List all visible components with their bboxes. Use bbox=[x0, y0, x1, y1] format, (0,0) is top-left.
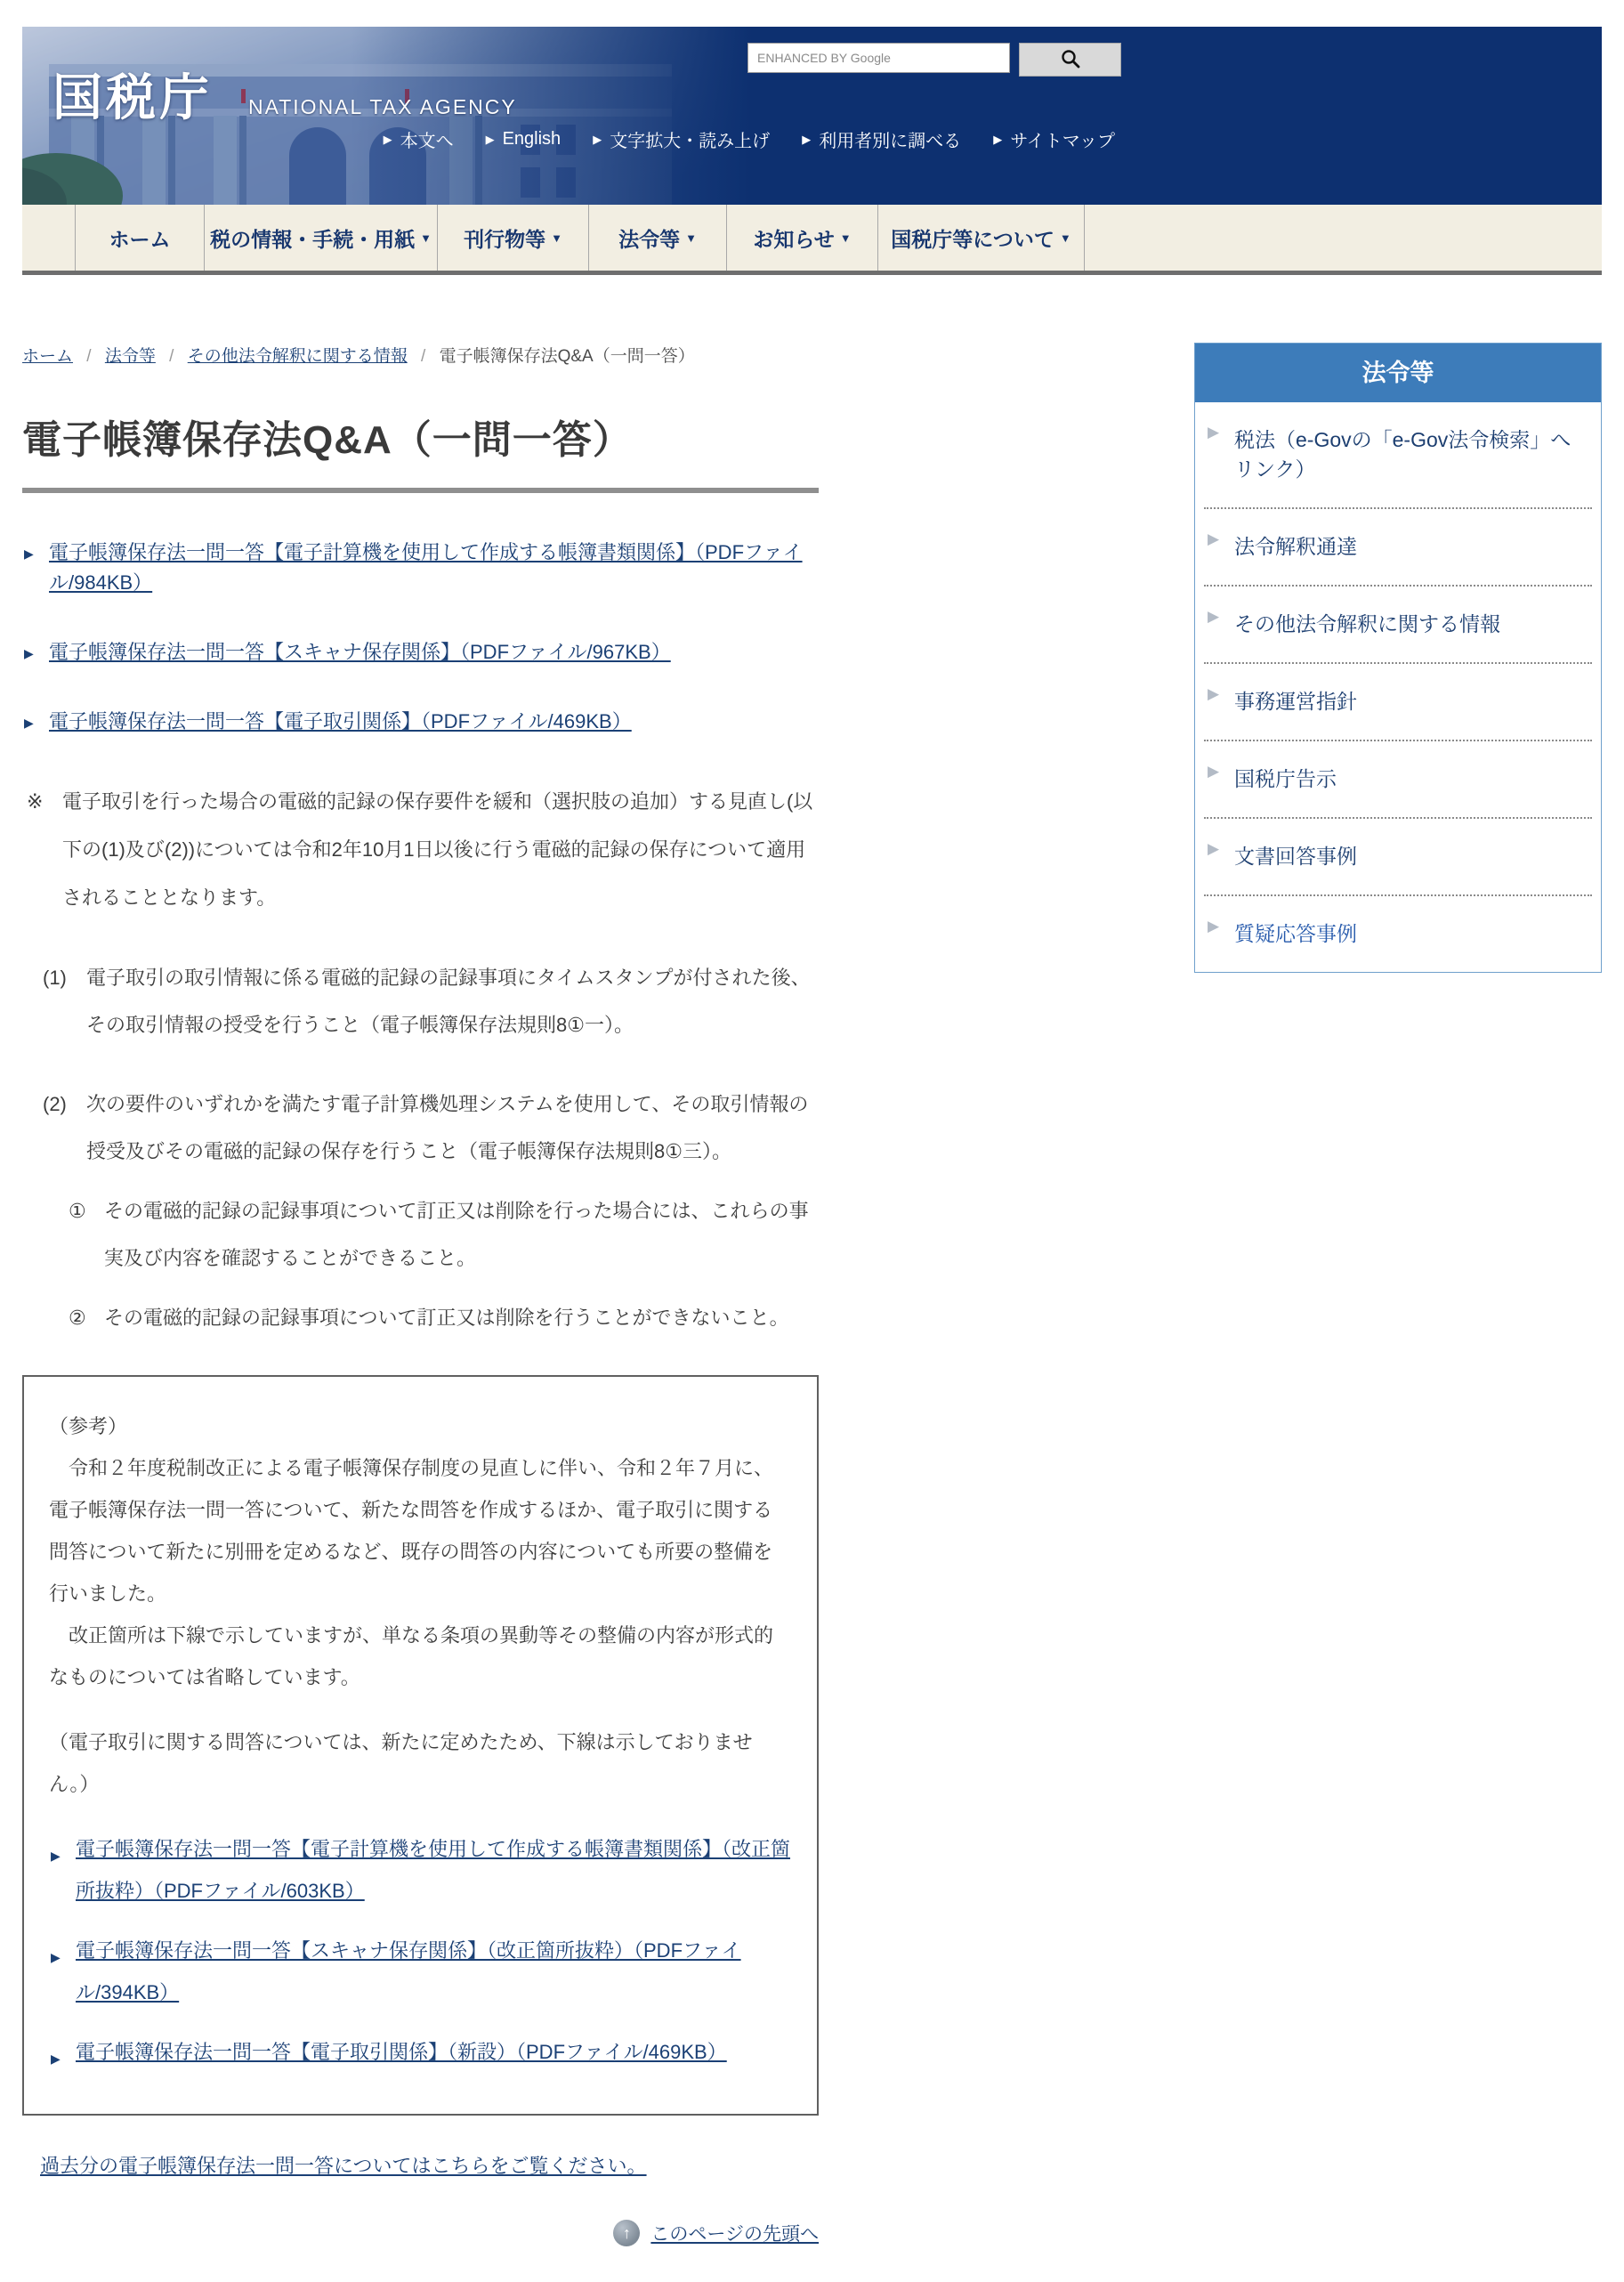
sidebar-item-qa-cases[interactable] bbox=[1204, 896, 1592, 972]
chevron-down-icon: ▼ bbox=[1059, 231, 1071, 245]
reference-paragraph: （電子取引に関する問答については、新たに定めたため、下線は示しておりません。） bbox=[49, 1731, 753, 1795]
content-area bbox=[22, 275, 1602, 2246]
item-text: その電磁的記録の記録事項について訂正又は削除を行った場合には、これらの事実及び内容を確認することができること。 bbox=[104, 1200, 809, 1269]
sidebar-item-label[interactable]: 税法（e-Govの「e-Gov法令検索」へリンク） bbox=[1234, 428, 1571, 481]
nav-item-news[interactable] bbox=[727, 205, 878, 271]
pdf-link-books-documents[interactable]: 電子帳簿保存法一問一答【電子計算機を使用して作成する帳簿書類関係】（PDFファイル/984KB） bbox=[49, 541, 803, 594]
item-text: 次の要件のいずれかを満たす電子計算機処理システムを使用して、その取引情報の授受及びその電磁的記録の保存を行うこと（電子帳簿保存法規則8①三）。 bbox=[86, 1093, 809, 1162]
sidebar-item-written-reply-cases[interactable] bbox=[1204, 819, 1592, 896]
nav-filler bbox=[1085, 205, 1602, 271]
nav-item-tax-info[interactable] bbox=[205, 205, 438, 271]
utility-item-main-content[interactable] bbox=[384, 126, 454, 152]
breadcrumb-link-other-law-info[interactable]: その他法令解釈に関する情報 bbox=[187, 347, 408, 366]
arrow-right-icon: ▶ bbox=[1208, 840, 1220, 857]
arrow-right-icon: ▶ bbox=[802, 132, 812, 146]
list-item bbox=[49, 1828, 790, 1912]
sidebar-item-label[interactable]: 事務運営指針 bbox=[1234, 690, 1357, 713]
arrow-right-icon: ▶ bbox=[1208, 763, 1220, 780]
reference-box bbox=[22, 1375, 819, 2116]
page-title: 電子帳簿保存法Q&A（一問一答） bbox=[22, 418, 633, 462]
sidebar-item-administrative-guidelines[interactable] bbox=[1204, 664, 1592, 741]
nav-item-label: 税の情報・手続・用紙 bbox=[210, 227, 416, 251]
item-number: ② bbox=[69, 1307, 86, 1329]
search-input[interactable] bbox=[747, 43, 1010, 73]
sidebar-item-label[interactable]: 質疑応答事例 bbox=[1234, 922, 1357, 945]
arrow-right-icon: ▶ bbox=[383, 132, 392, 146]
title-divider bbox=[22, 488, 819, 493]
sidebar-laws bbox=[1194, 343, 1602, 973]
utility-link[interactable]: 利用者別に調べる bbox=[819, 132, 962, 151]
site-logo-en: NATIONAL TAX AGENCY bbox=[248, 95, 517, 118]
circled-item-2 bbox=[22, 1294, 819, 1341]
arrow-right-icon: ▶ bbox=[24, 646, 34, 660]
sidebar-item-label[interactable]: 法令解釈通達 bbox=[1234, 535, 1357, 558]
item-text: 電子取引の取引情報に係る電磁的記録の記録事項にタイムスタンプが付された後、その取引情報の授受を行うこと（電子帳簿保存法規則8①一）。 bbox=[86, 967, 811, 1036]
numbered-item-1 bbox=[22, 954, 819, 1048]
site-header bbox=[22, 27, 1602, 205]
past-qa-link[interactable]: 過去分の電子帳簿保存法一問一答についてはこちらをご覧ください。 bbox=[40, 2155, 647, 2177]
pdf-link-books-documents-excerpt[interactable]: 電子帳簿保存法一問一答【電子計算機を使用して作成する帳簿書類関係】（改正箇所抜粋）（PDFファイル/603KB） bbox=[76, 1838, 791, 1902]
utility-link[interactable]: English bbox=[502, 129, 562, 149]
sidebar-item-law-interpretation-notices[interactable] bbox=[1204, 509, 1592, 587]
arrow-right-icon: ▶ bbox=[1208, 918, 1220, 935]
main-column bbox=[22, 343, 819, 2246]
arrow-right-icon: ▶ bbox=[485, 132, 495, 146]
sidebar-title: 法令等 bbox=[1195, 344, 1601, 402]
chevron-down-icon: ▼ bbox=[420, 231, 432, 245]
arrow-right-icon: ▶ bbox=[1208, 424, 1220, 441]
breadcrumb-link-laws[interactable]: 法令等 bbox=[104, 347, 156, 366]
global-nav bbox=[22, 205, 1602, 275]
pdf-link-electronic-transactions[interactable]: 電子帳簿保存法一問一答【電子取引関係】（PDFファイル/469KB） bbox=[49, 710, 632, 732]
breadcrumb-separator: / bbox=[421, 347, 426, 366]
list-item bbox=[22, 707, 819, 737]
arrow-right-icon: ▶ bbox=[51, 1849, 61, 1863]
arrow-right-icon: ▶ bbox=[24, 716, 34, 730]
chevron-down-icon: ▼ bbox=[685, 231, 697, 245]
note-text: 電子取引を行った場合の電磁的記録の保存要件を緩和（選択肢の追加）する見直し(以下の(1)及び(2))については令和2年10月1日以後に行う電磁的記録の保存について適用されることとなります。 bbox=[62, 790, 813, 909]
arrow-right-icon: ▶ bbox=[993, 132, 1003, 146]
utility-item-by-user[interactable] bbox=[802, 126, 961, 152]
utility-nav bbox=[22, 126, 1115, 152]
arrow-right-icon: ▶ bbox=[1208, 530, 1220, 547]
nav-item-label: 法令等 bbox=[618, 227, 681, 251]
list-item bbox=[22, 637, 819, 668]
up-arrow-icon[interactable]: ↑ bbox=[613, 2220, 640, 2246]
pdf-link-electronic-transactions-new[interactable]: 電子帳簿保存法一問一答【電子取引関係】（新設）（PDFファイル/469KB） bbox=[76, 2041, 727, 2063]
past-qa-paragraph bbox=[40, 2151, 819, 2179]
utility-item-text-size[interactable] bbox=[593, 126, 770, 152]
utility-link[interactable]: 本文へ bbox=[400, 132, 454, 151]
utility-link[interactable]: サイトマップ bbox=[1010, 132, 1115, 151]
item-text: その電磁的記録の記録事項について訂正又は削除を行うことができないこと。 bbox=[104, 1307, 789, 1329]
numbered-item-2 bbox=[22, 1080, 819, 1175]
sidebar-item-label[interactable]: 文書回答事例 bbox=[1234, 845, 1357, 868]
list-item bbox=[49, 2031, 790, 2073]
breadcrumb-link-home[interactable]: ホーム bbox=[22, 347, 74, 366]
breadcrumb-separator: / bbox=[169, 347, 174, 366]
chevron-down-icon: ▼ bbox=[551, 231, 562, 245]
breadcrumb-current: 電子帳簿保存法Q&A（一問一答） bbox=[439, 347, 695, 366]
sidebar-item-other-law-info[interactable] bbox=[1204, 587, 1592, 664]
nav-spacer bbox=[22, 205, 76, 271]
arrow-right-icon: ▶ bbox=[24, 546, 34, 561]
reference-paragraph: 令和２年度税制改正による電子帳簿保存制度の見直しに伴い、令和２年７月に、電子帳簿保存法一問一答について、新たな問答を作成するほか、電子取引に関する問答について新たに別冊を定めるなど、既存の問答の内容についても所要の整備を行いました。 bbox=[49, 1457, 774, 1605]
utility-link[interactable]: 文字拡大・読み上げ bbox=[610, 132, 771, 151]
search-icon bbox=[1060, 48, 1081, 72]
pdf-link-scanner-excerpt[interactable]: 電子帳簿保存法一問一答【スキャナ保存関係】（改正箇所抜粋）（PDFファイル/394KB） bbox=[76, 1939, 741, 2003]
site-brand bbox=[53, 59, 517, 130]
item-number: (2) bbox=[43, 1093, 67, 1115]
back-to-top bbox=[22, 2220, 819, 2246]
breadcrumb-separator: / bbox=[86, 347, 92, 366]
sidebar-item-tax-law[interactable] bbox=[1204, 402, 1592, 509]
arrow-right-icon: ▶ bbox=[1208, 608, 1220, 625]
nav-item-label: ホーム bbox=[109, 227, 171, 251]
arrow-right-icon: ▶ bbox=[593, 132, 602, 146]
chevron-down-icon: ▼ bbox=[839, 231, 852, 245]
pdf-link-list bbox=[22, 538, 819, 737]
reference-title: （参考） bbox=[49, 1415, 128, 1437]
back-to-top-link[interactable]: このページの先頭へ bbox=[650, 2224, 819, 2245]
sidebar-menu bbox=[1195, 402, 1601, 972]
nav-item-home[interactable] bbox=[76, 205, 205, 271]
nav-item-label: お知らせ bbox=[753, 227, 835, 251]
breadcrumb bbox=[22, 343, 819, 367]
utility-item-sitemap[interactable] bbox=[993, 126, 1115, 152]
item-number: ① bbox=[69, 1200, 86, 1222]
utility-item-english[interactable] bbox=[486, 126, 562, 152]
reference-pdf-link-list bbox=[49, 1828, 790, 2073]
arrow-right-icon: ▶ bbox=[51, 2051, 61, 2066]
list-item bbox=[22, 538, 819, 598]
search-button[interactable] bbox=[1019, 43, 1121, 77]
reference-paragraph: 改正箇所は下線で示していますが、単なる条項の異動等その整備の内容が形式的なものについては省略しています。 bbox=[49, 1624, 774, 1688]
arrow-right-icon: ▶ bbox=[1208, 685, 1220, 702]
site-search bbox=[747, 43, 1121, 77]
nav-item-label: 国税庁等について bbox=[891, 227, 1054, 251]
nav-item-publications[interactable] bbox=[438, 205, 589, 271]
item-number: (1) bbox=[43, 967, 67, 989]
nav-item-label: 刊行物等 bbox=[464, 227, 546, 251]
nav-item-about-nta[interactable] bbox=[878, 205, 1085, 271]
sidebar-item-label[interactable]: その他法令解釈に関する情報 bbox=[1234, 612, 1500, 635]
sidebar-item-label[interactable]: 国税庁告示 bbox=[1234, 767, 1337, 790]
list-item bbox=[49, 1930, 790, 2013]
note-paragraph bbox=[22, 778, 819, 922]
sidebar-item-nta-notifications[interactable] bbox=[1204, 741, 1592, 819]
note-marker: ※ bbox=[27, 790, 44, 813]
nav-item-laws[interactable] bbox=[589, 205, 727, 271]
site-logo[interactable]: 国税庁 bbox=[53, 69, 213, 125]
circled-item-1 bbox=[22, 1187, 819, 1282]
arrow-right-icon: ▶ bbox=[51, 1950, 61, 1964]
pdf-link-scanner[interactable]: 電子帳簿保存法一問一答【スキャナ保存関係】（PDFファイル/967KB） bbox=[49, 641, 671, 663]
